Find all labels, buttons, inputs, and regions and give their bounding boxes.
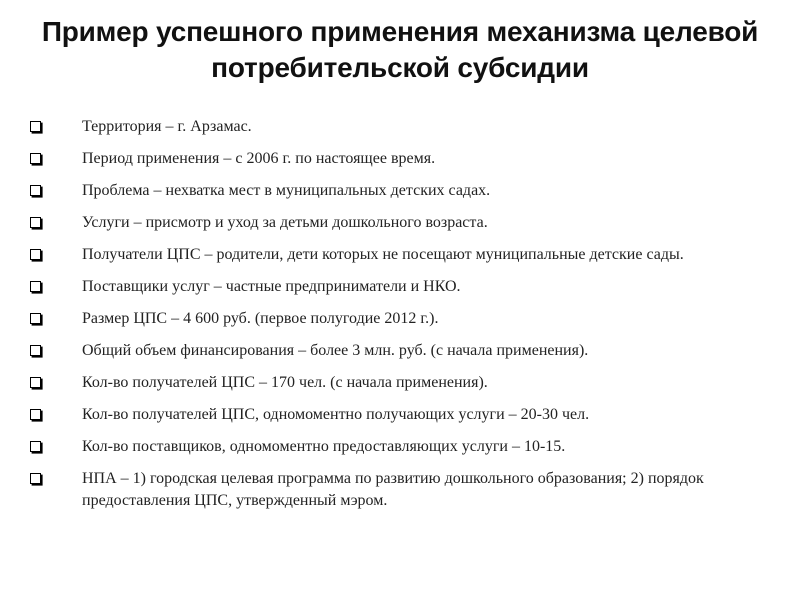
list-item	[30, 116, 780, 140]
list-item-text: Кол-во получателей ЦПС, одномоментно получающих услуги – 20-30 чел.	[82, 406, 590, 423]
list-item-text: Получатели ЦПС – родители, дети которых не посещают муниципальные детские сады.	[82, 246, 684, 263]
list-item	[30, 148, 780, 172]
checkbox-bullet-icon	[30, 116, 82, 140]
checkbox-bullet-icon	[30, 308, 82, 332]
list-item-text: Кол-во поставщиков, одномоментно предоставляющих услуги – 10-15.	[82, 438, 566, 455]
list-item-text: НПА – 1) городская целевая программа по развитию дошкольного образования; 2) порядок предоставления ЦПС, утвержденный мэром.	[82, 470, 704, 509]
list-item	[30, 212, 780, 236]
checkbox-bullet-icon	[30, 244, 82, 268]
checkbox-bullet-icon	[30, 212, 82, 236]
list-item	[30, 404, 780, 428]
checkbox-bullet-icon	[30, 276, 82, 300]
list-item	[30, 180, 780, 204]
list-item-text: Кол-во получателей ЦПС – 170 чел. (с начала применения).	[82, 374, 488, 391]
list-item-text: Услуги – присмотр и уход за детьми дошкольного возраста.	[82, 214, 488, 231]
list-item	[30, 436, 780, 460]
list-item	[30, 372, 780, 396]
list-item	[30, 308, 780, 332]
checkbox-bullet-icon	[30, 148, 82, 172]
list-item	[30, 244, 780, 268]
list-item-text: Период применения – с 2006 г. по настоящее время.	[82, 150, 436, 167]
list-item-text: Территория – г. Арзамас.	[82, 118, 252, 135]
checkbox-bullet-icon	[30, 180, 82, 204]
list-item-text: Поставщики услуг – частные предприниматели и НКО.	[82, 278, 461, 295]
checkbox-bullet-icon	[30, 372, 82, 396]
checkbox-bullet-icon	[30, 468, 82, 492]
list-item	[30, 340, 780, 364]
checkbox-bullet-icon	[30, 404, 82, 428]
list-item-text: Общий объем финансирования – более 3 млн. руб. (с начала применения).	[82, 342, 589, 359]
slide-title: Пример успешного применения механизма целевой потребительской субсидии	[41, 16, 759, 83]
checkbox-bullet-icon	[30, 436, 82, 460]
bullet-list	[30, 116, 780, 520]
list-item	[30, 276, 780, 300]
list-item	[30, 468, 780, 512]
list-item-text: Размер ЦПС – 4 600 руб. (первое полугодие 2012 г.).	[82, 310, 439, 327]
checkbox-bullet-icon	[30, 340, 82, 364]
list-item-text: Проблема – нехватка мест в муниципальных детских садах.	[82, 182, 491, 199]
